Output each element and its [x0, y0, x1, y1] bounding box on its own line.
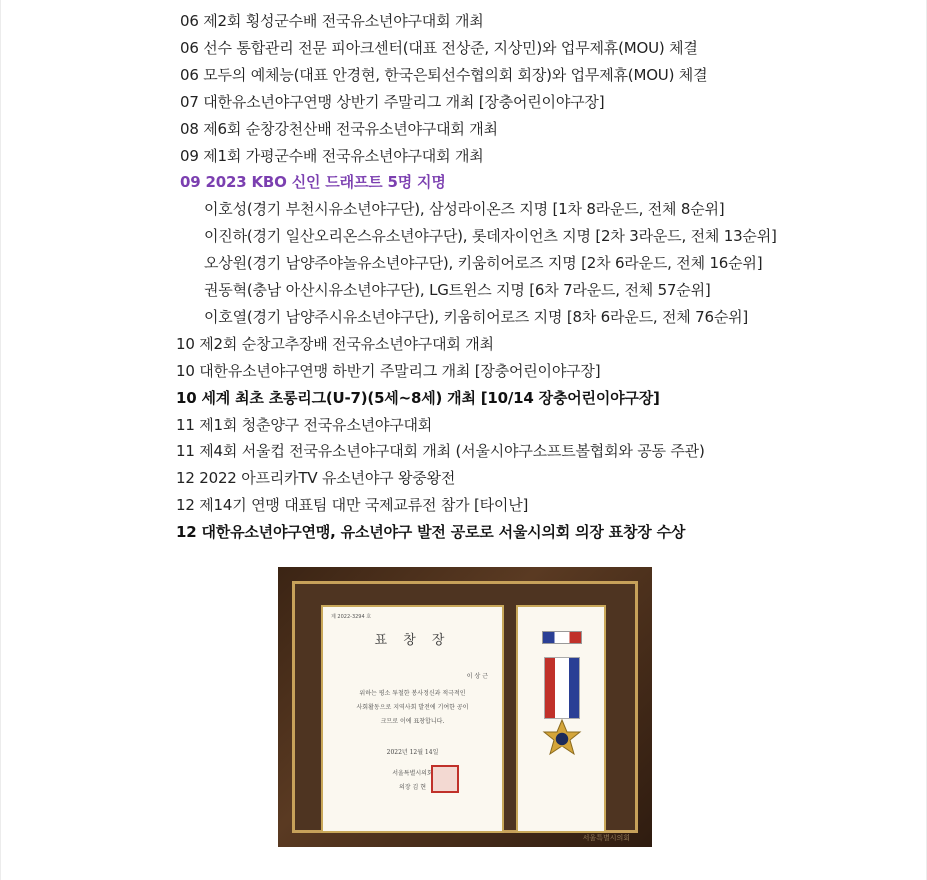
- certificate-issuer: [323, 767, 502, 795]
- event-item: 10 세계 최초 초롱리그(U-7)(5세~8세) 개최 [10/14 장충어린이야구장]: [176, 388, 660, 407]
- event-item: 09 2023 KBO 신인 드래프트 5명 지명: [180, 173, 446, 192]
- certificate-recipient: 이 상 근: [466, 673, 488, 680]
- certificate-body-line: 사회활동으로 지역사회 발전에 기여한 공이: [356, 704, 469, 711]
- event-item: 06 제2회 횡성군수배 전국유소년야구대회 개최: [180, 12, 484, 30]
- photo-watermark: 서울특별시의회: [582, 834, 630, 842]
- event-item: 12 2022 아프리카TV 유소년야구 왕중왕전: [176, 469, 456, 488]
- event-item: 10 대한유소년야구연맹 하반기 주말리그 개최 [장충어린이야구장]: [176, 361, 601, 380]
- draft-pick-item: 오상원(경기 남양주야놀유소년야구단), 키움히어로즈 지명 [2차 6라운드, 전체 16순위]: [204, 254, 763, 273]
- event-item: 11 제4회 서울컵 전국유소년야구대회 개최 (서울시야구소프트볼협회와 공동 주관): [176, 442, 705, 461]
- certificate-number: 제 2022-3294 호: [331, 614, 372, 620]
- medal-panel: [516, 605, 606, 833]
- draft-pick-item: 권동혁(충남 아산시유소년야구단), LG트윈스 지명 [6차 7라운드, 전체 57순위]: [204, 281, 711, 299]
- event-item: 07 대한유소년야구연맹 상반기 주말리그 개최 [장충어린이야구장]: [180, 92, 605, 111]
- event-item: 09 제1회 가평군수배 전국유소년야구대회 개최: [180, 146, 484, 165]
- issuer-name: 의장 김 현: [399, 784, 426, 791]
- medal-icon: [542, 719, 582, 759]
- draft-pick-item: 이호열(경기 남양주시유소년야구단), 키움히어로즈 지명 [8차 6라운드, 전체 76순위]: [204, 307, 749, 326]
- certificate-body-line: 위하는 평소 투철한 봉사정신과 적극적인: [359, 690, 466, 697]
- draft-pick-item: 이진하(경기 일산오리온스유소년야구단), 롯데자이언츠 지명 [2차 3라운드, 전체 13순위]: [204, 227, 777, 246]
- event-item: 06 모두의 예체능(대표 안경현, 한국은퇴선수협의회 회장)와 업무제휴(MOU) 체결: [180, 65, 708, 84]
- certificate: [321, 605, 504, 833]
- certificate-title: 표 창 장: [374, 633, 451, 648]
- event-item: 06 선수 통합관리 전문 피아크센터(대표 전상준, 지상민)와 업무제휴(MOU) 체결: [180, 38, 698, 57]
- event-item: 08 제6회 순창강천산배 전국유소년야구대회 개최: [180, 119, 498, 138]
- event-item: 12 제14기 연맹 대표팀 대만 국제교류전 참가 [타이난]: [176, 496, 529, 515]
- certificate-body: [335, 687, 490, 729]
- award-photo: [278, 567, 652, 847]
- ribbon-icon: [544, 657, 580, 719]
- event-item: 10 제2회 순창고추장배 전국유소년야구대회 개최: [176, 334, 494, 353]
- event-item: 11 제1회 청춘양구 전국유소년야구대회: [176, 415, 433, 434]
- draft-pick-item: 이호성(경기 부천시유소년야구단), 삼성라이온즈 지명 [1차 8라운드, 전체 8순위]: [204, 200, 725, 219]
- event-item: 12 대한유소년야구연맹, 유소년야구 발전 공로로 서울시의회 의장 표창장 수상: [176, 523, 686, 542]
- certificate-date: 2022년 12월 14일: [386, 749, 439, 756]
- issuer-org: 서울특별시의회: [392, 770, 433, 777]
- ribbon-bar-icon: [542, 631, 582, 644]
- red-seal-stamp: [431, 765, 459, 793]
- certificate-body-line: 크므로 이에 표창합니다.: [380, 718, 445, 725]
